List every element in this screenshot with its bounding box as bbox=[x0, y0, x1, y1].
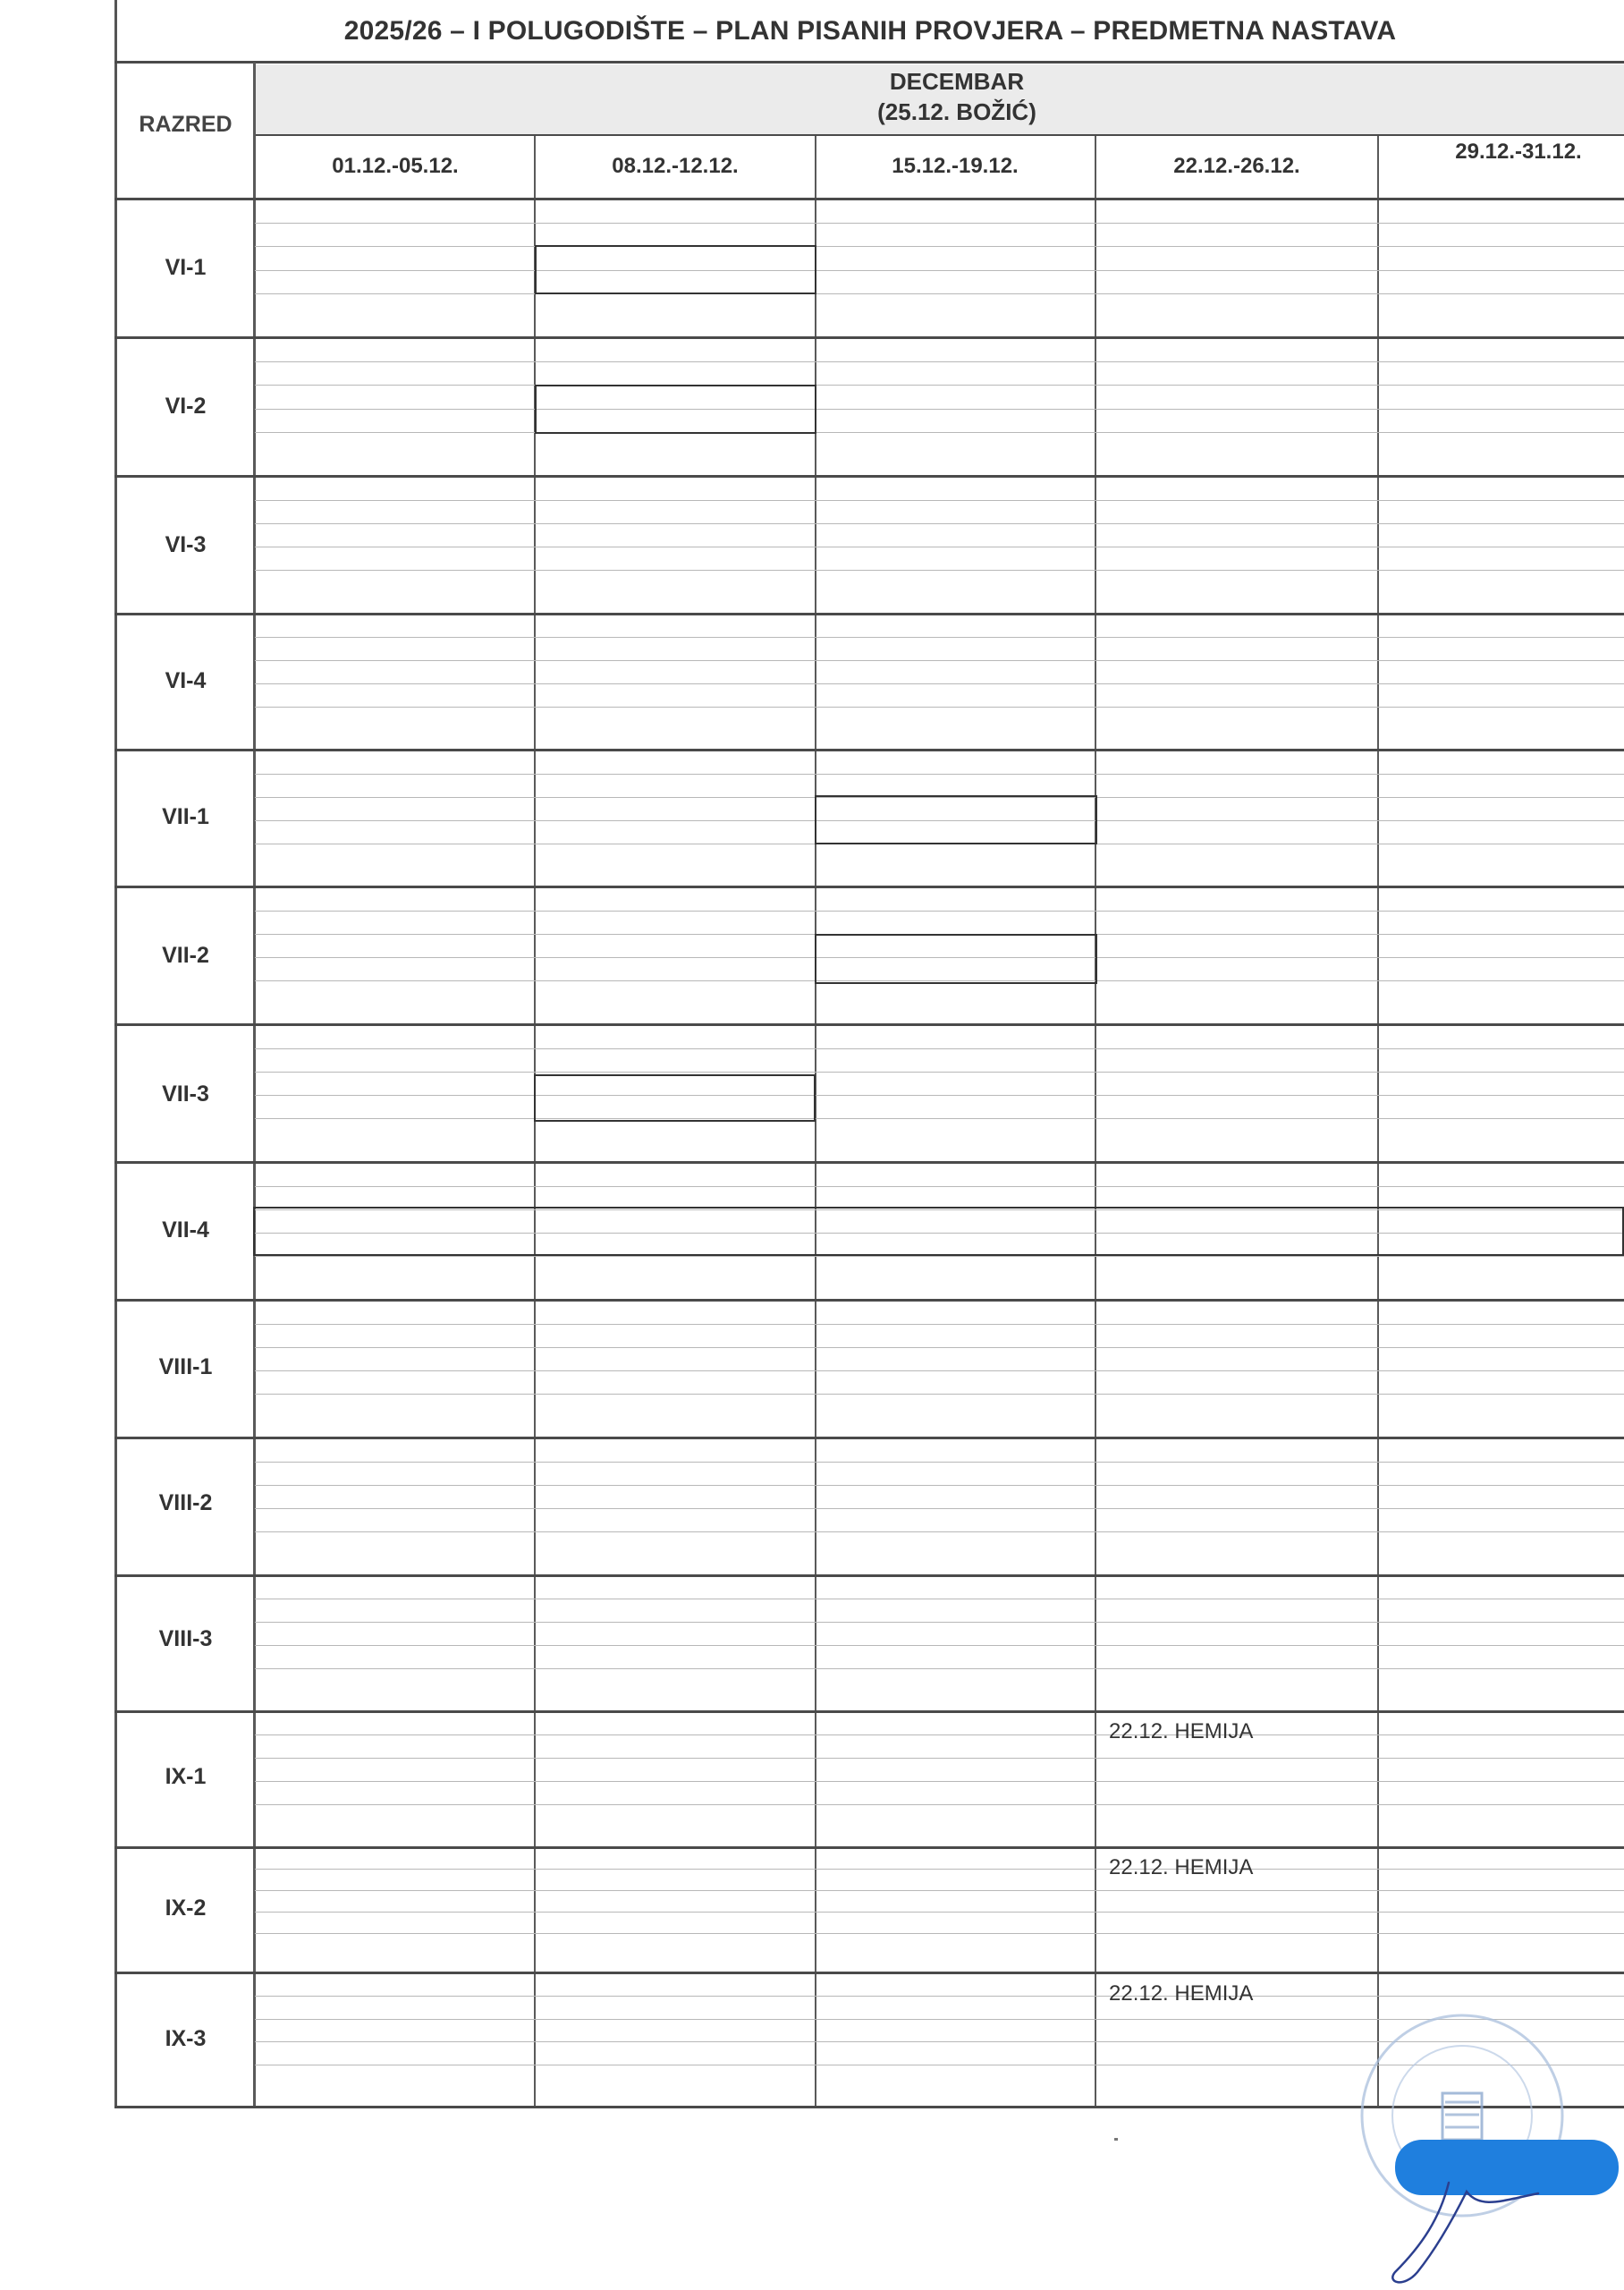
cell-rule bbox=[255, 385, 1624, 386]
cell-rule bbox=[255, 1781, 1624, 1782]
cell-rule bbox=[255, 1869, 1624, 1870]
cell-rule bbox=[255, 1804, 1624, 1805]
cell-rule bbox=[255, 1912, 1624, 1913]
row-border bbox=[114, 475, 1624, 478]
cell-rule bbox=[255, 270, 1624, 271]
cell-rule bbox=[255, 1095, 1624, 1096]
cell-rule bbox=[255, 223, 1624, 224]
row-label-viii-2: VIII-2 bbox=[158, 1490, 213, 1515]
row-label-viii-3: VIII-3 bbox=[158, 1626, 213, 1651]
cell-rule bbox=[255, 637, 1624, 638]
cell-rule bbox=[255, 409, 1624, 410]
cell-rule bbox=[255, 1186, 1624, 1187]
header-bottom-border bbox=[114, 198, 1624, 200]
row-label-ix-3: IX-3 bbox=[165, 2026, 207, 2051]
cell-rule bbox=[255, 774, 1624, 775]
cell-rule bbox=[255, 1622, 1624, 1623]
row-border bbox=[114, 1161, 1624, 1164]
row-label-vi-2: VI-2 bbox=[165, 394, 207, 419]
row-border bbox=[114, 613, 1624, 615]
cell-rule bbox=[255, 1645, 1624, 1646]
cell-rule bbox=[255, 1118, 1624, 1119]
month-name: DECEMBAR bbox=[889, 68, 1025, 95]
row-border bbox=[114, 1710, 1624, 1713]
cell-rule bbox=[255, 1072, 1624, 1073]
row-label-vii-2: VII-2 bbox=[162, 943, 209, 968]
week-header-3: 15.12.-19.12. bbox=[892, 154, 1019, 178]
cell-rule bbox=[255, 1933, 1624, 1934]
row-border bbox=[114, 336, 1624, 339]
entry-ix-3-week-4: 22.12. HEMIJA bbox=[1109, 1981, 1254, 2006]
cell-rule bbox=[255, 1370, 1624, 1371]
row-border bbox=[114, 1972, 1624, 1974]
cell-rule bbox=[255, 1996, 1624, 1997]
entry-ix-1-week-4: 22.12. HEMIJA bbox=[1109, 1719, 1254, 1743]
cell-rule bbox=[255, 570, 1624, 571]
ink-speck bbox=[1114, 2138, 1118, 2141]
cell-box-vii-4 bbox=[253, 1207, 1624, 1256]
cell-rule bbox=[255, 683, 1624, 684]
cell-rule bbox=[255, 1890, 1624, 1891]
cell-rule bbox=[255, 293, 1624, 294]
row-label-vi-3: VI-3 bbox=[165, 532, 207, 557]
month-note: (25.12. BOŽIĆ) bbox=[877, 98, 1036, 125]
row-border bbox=[114, 1437, 1624, 1439]
table-left-border bbox=[114, 0, 117, 2108]
week-header-2: 08.12.-12.12. bbox=[612, 154, 739, 178]
cell-rule bbox=[255, 500, 1624, 501]
cell-rule bbox=[255, 432, 1624, 433]
cell-rule bbox=[255, 1531, 1624, 1532]
cell-rule bbox=[255, 1485, 1624, 1486]
row-label-vii-4: VII-4 bbox=[162, 1217, 209, 1243]
cell-box-vii-2 bbox=[815, 934, 1097, 984]
row-border bbox=[114, 886, 1624, 888]
row-label-ix-1: IX-1 bbox=[165, 1764, 207, 1789]
document-title: 2025/26 – I POLUGODIŠTE – PLAN PISANIH PROVJERA – PREDMETNA NASTAVA bbox=[343, 16, 1397, 46]
week-header-4: 22.12.-26.12. bbox=[1173, 154, 1300, 178]
table-top-border bbox=[114, 61, 1624, 64]
week-header-1: 01.12.-05.12. bbox=[332, 154, 459, 178]
row-border bbox=[114, 1846, 1624, 1849]
cell-rule bbox=[255, 1324, 1624, 1325]
row-border bbox=[114, 749, 1624, 751]
row-label-vii-1: VII-1 bbox=[162, 804, 209, 829]
cell-rule bbox=[255, 1394, 1624, 1395]
week-header-5: 29.12.-31.12. bbox=[1455, 140, 1582, 164]
month-divider bbox=[255, 134, 1624, 136]
cell-rule bbox=[255, 246, 1624, 247]
row-label-ix-2: IX-2 bbox=[165, 1896, 207, 1921]
cell-rule bbox=[255, 707, 1624, 708]
row-label-vii-3: VII-3 bbox=[162, 1081, 209, 1107]
cell-rule bbox=[255, 361, 1624, 362]
cell-box-vi-1 bbox=[535, 245, 816, 294]
cell-rule bbox=[255, 1048, 1624, 1049]
cell-box-vii-1 bbox=[815, 795, 1097, 844]
handwritten-signature bbox=[1368, 2165, 1601, 2290]
cell-rule bbox=[255, 1256, 1624, 1257]
cell-rule bbox=[255, 1758, 1624, 1759]
row-label-vi-1: VI-1 bbox=[165, 255, 207, 280]
row-label-viii-1: VIII-1 bbox=[158, 1354, 213, 1379]
cell-rule bbox=[255, 1734, 1624, 1735]
month-header bbox=[255, 66, 1624, 127]
cell-rule bbox=[255, 523, 1624, 524]
cell-box-vi-2 bbox=[535, 385, 816, 434]
row-border bbox=[114, 1299, 1624, 1302]
cell-box-vii-3 bbox=[534, 1074, 816, 1122]
row-border bbox=[114, 1023, 1624, 1026]
cell-rule bbox=[255, 911, 1624, 912]
class-column-header: RAZRED bbox=[139, 112, 233, 137]
row-label-vi-4: VI-4 bbox=[165, 668, 207, 693]
cell-rule bbox=[255, 1508, 1624, 1509]
cell-rule bbox=[255, 1347, 1624, 1348]
cell-rule bbox=[255, 1668, 1624, 1669]
row-border bbox=[114, 1574, 1624, 1577]
cell-rule bbox=[255, 660, 1624, 661]
cell-rule bbox=[255, 1462, 1624, 1463]
entry-ix-2-week-4: 22.12. HEMIJA bbox=[1109, 1855, 1254, 1879]
